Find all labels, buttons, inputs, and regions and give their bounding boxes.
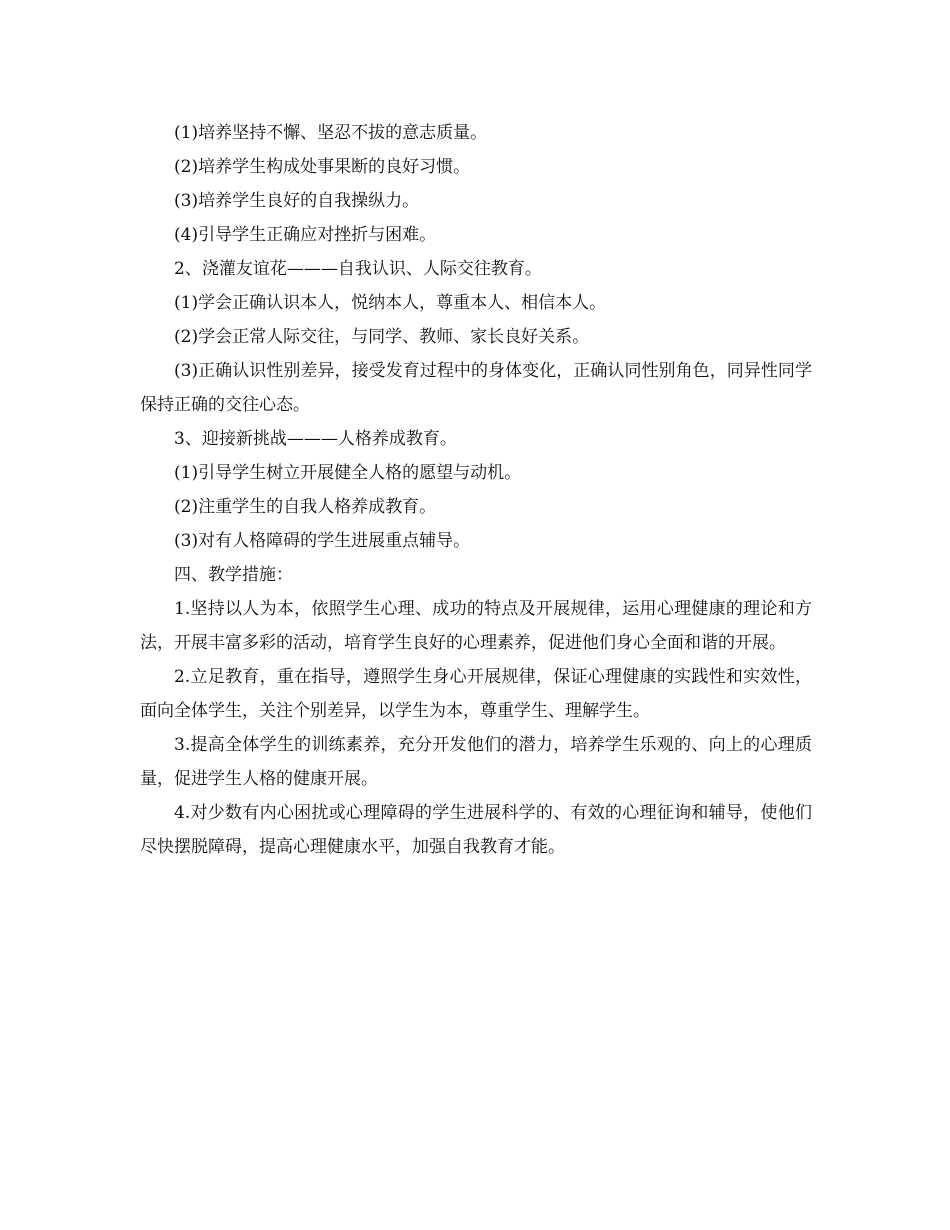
section-heading: 四、教学措施： xyxy=(174,565,293,585)
paragraph: 3.提高全体学生的训练素养，充分开发他们的潜力，培养学生乐观的、向上的心理质量，促进学生人格的健康开展。 xyxy=(140,735,812,789)
paragraph: (1)培养坚持不懈、坚忍不拔的意志质量。 xyxy=(174,123,488,143)
paragraph: (1)学会正确认识本人，悦纳本人，尊重本人、相信本人。 xyxy=(174,293,607,313)
paragraph: (2)学会正常人际交往，与同学、教师、家长良好关系。 xyxy=(174,327,590,347)
paragraph: 2.立足教育，重在指导，遵照学生身心开展规律，保证心理健康的实践性和实效性，面向全体学生，关注个别差异，以学生为本，尊重学生、理解学生。 xyxy=(140,667,812,721)
section-heading: 2、浇灌友谊花———自我认识、人际交往教育。 xyxy=(174,259,542,279)
paragraph: (4)引导学生正确应对挫折与困难。 xyxy=(174,225,437,245)
paragraph: (1)引导学生树立开展健全人格的愿望与动机。 xyxy=(174,463,522,483)
section-heading: 3、迎接新挑战———人格养成教育。 xyxy=(174,429,457,449)
paragraph: 4.对少数有内心困扰或心理障碍的学生进展科学的、有效的心理征询和辅导，使他们尽快摆脱障碍，提高心理健康水平，加强自我教育才能。 xyxy=(140,803,812,857)
paragraph: (2)培养学生构成处事果断的良好习惯。 xyxy=(174,157,471,177)
paragraph: (3)正确认识性别差异，接受发育过程中的身体变化，正确认同性别角色，同异性同学保持正确的交往心态。 xyxy=(140,361,812,415)
paragraph: (2)注重学生的自我人格养成教育。 xyxy=(174,497,437,517)
paragraph: (3)对有人格障碍的学生进展重点辅导。 xyxy=(174,531,471,551)
paragraph: 1.坚持以人为本，依照学生心理、成功的特点及开展规律，运用心理健康的理论和方法，开展丰富多彩的活动，培育学生良好的心理素养，促进他们身心全面和谐的开展。 xyxy=(140,599,812,653)
paragraph: (3)培养学生良好的自我操纵力。 xyxy=(174,191,420,211)
